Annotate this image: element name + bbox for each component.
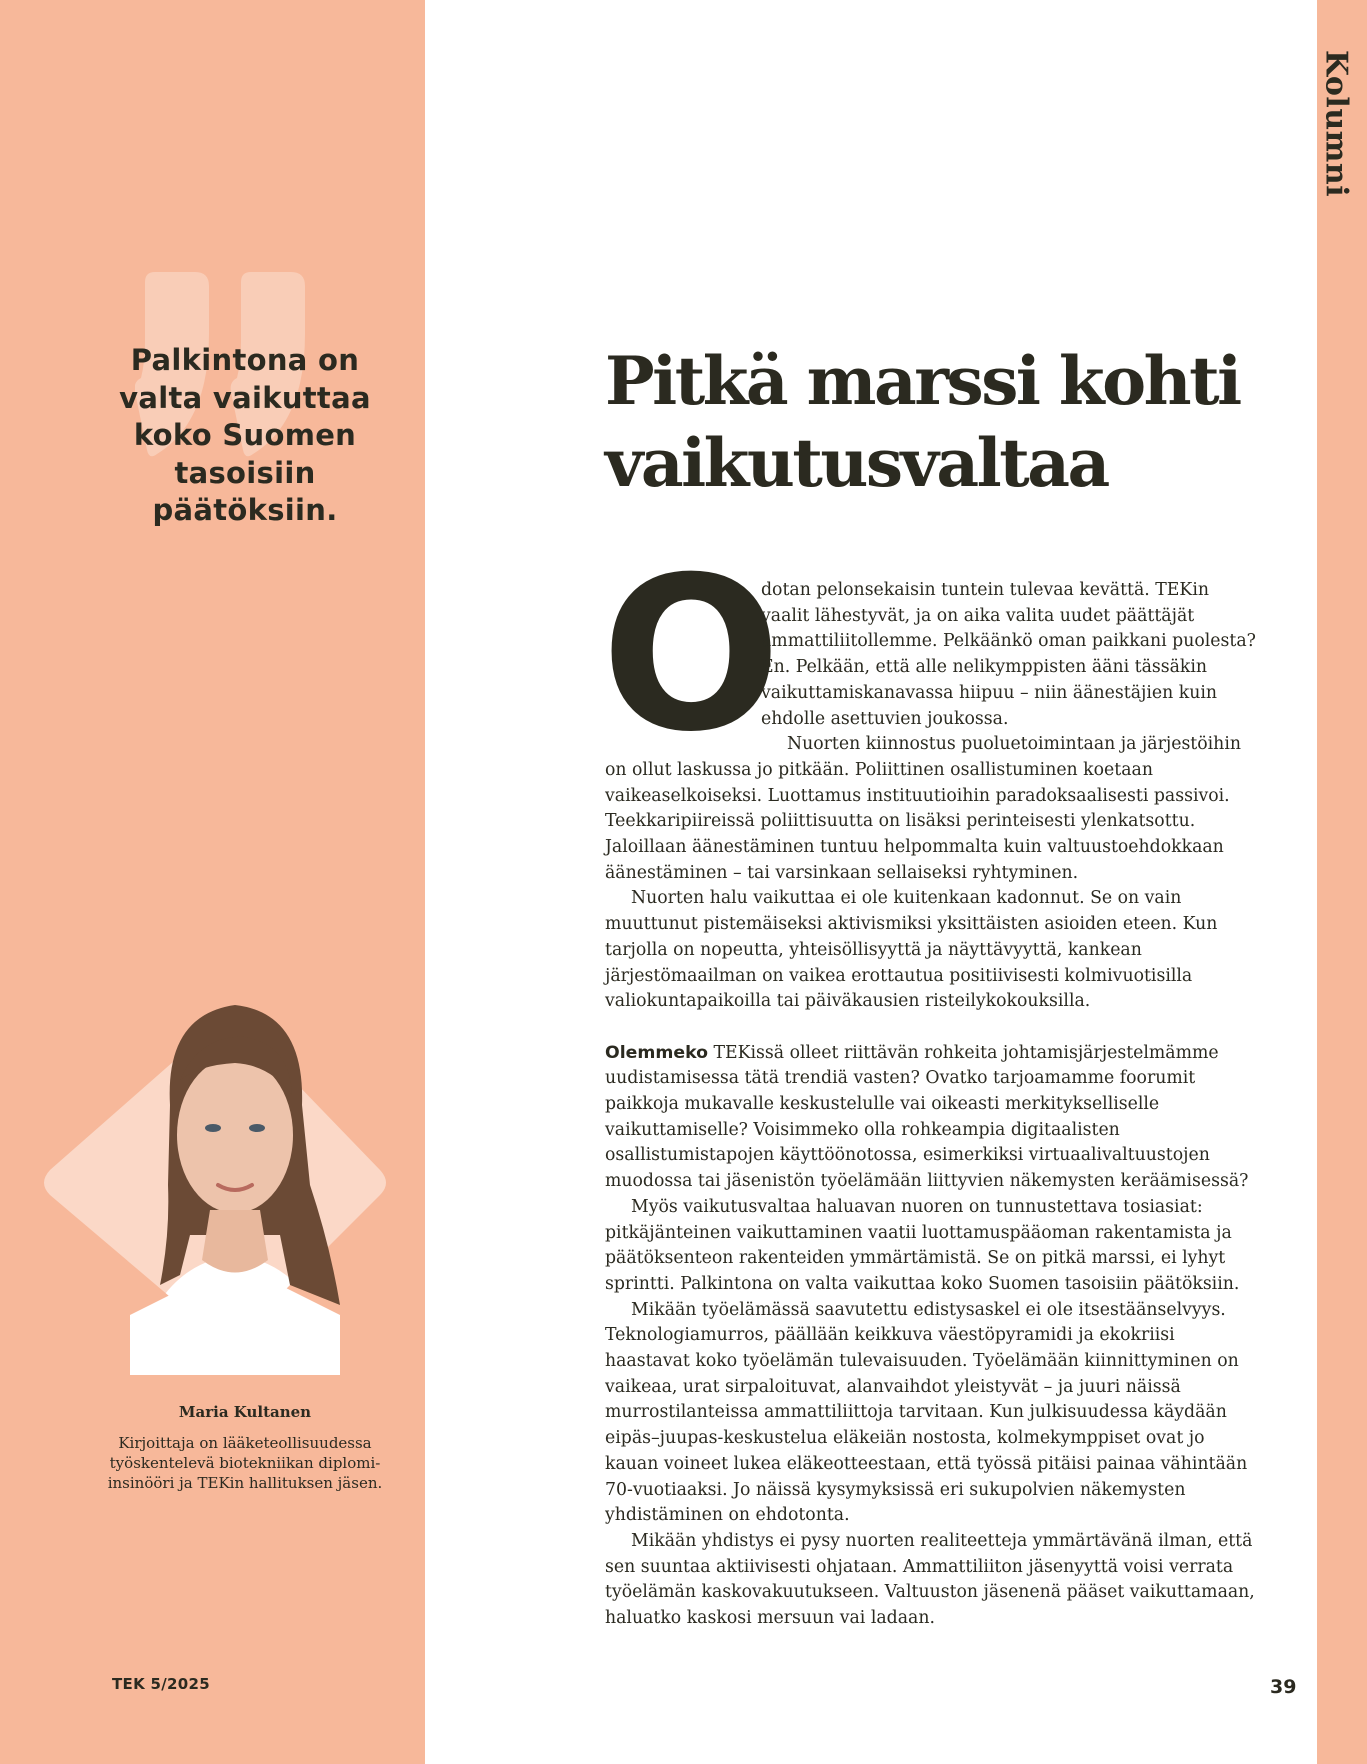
author-portrait (40, 985, 390, 1375)
body-paragraph: Nuorten halu vaikuttaa ei ole kuitenkaan kadonnut. Se on vain muuttunut pistemäiseksi aktivismiksi yksittäisten asioiden eteen. Kun tarjolla on nopeutta, yhteisöllisyyttä ja näyttävyyttä, kankean järjestömaailman on vaikea erottautua positiivisesti kolmivuotisilla valiokuntapaikoilla tai päiväkausien risteilykokouksilla. (605, 888, 1218, 1012)
body-paragraph: Mikään työelämässä saavutettu edistysaskel ei ole itsestäänselvyys. Teknologiamurros, päällään keikkuva väestöpyramidi ja ekokriisi haastavat koko työelämän tulevaisuuden. Työelämään kiinnittyminen on vaikeaa, urat sirpaloituvat, alanvaihdot yleistyvät – ja juuri näissä murrostilanteissa ammattiliittoja tarvitaan. Kun julkisuudessa käydään eipäs–juupas-keskustelua eläkeiän nostosta, kolmekymppiset ovat jo kauan voineet lukea eläkeotteestaan, että työssä pitäisi painaa vähintään 70-vuotiaaksi. Jo näissä kysymyksissä eri sukupolvien näkemysten yhdistäminen on ehdotonta. (605, 1299, 1248, 1526)
publication-issue: TEK 5/2025 (112, 1675, 210, 1693)
drop-cap: O (601, 531, 782, 778)
pull-quote: Palkintona on valta vaikuttaa koko Suomen tasoisiin päätöksiin. (119, 343, 371, 527)
paragraph-text: dotan pelonsekaisin tuntein tulevaa kevättä. TEKin vaalit lähestyvät, ja on aika valita uudet päättäjät ammattiliitollemme. Pelkäänkö oman paikkani puolesta? En. Pelkään, että alle nelikymppisten ääni tässäkin vaikuttamiskanavassa hiipuu – niin äänestäjien kuin ehdolle asettuvien joukossa. (761, 580, 1256, 729)
article-headline: Pitkä marssi kohti vaikutusvaltaa (605, 342, 1240, 502)
left-accent-column (0, 0, 425, 1764)
paragraph-text: TEKissä olleet riittävän rohkeita johtamisjärjestelmämme uudistamisessa tätä trendiä vasten? Ovatko tarjoamamme foorumit paikkoja mukavalle keskustelulle vai oikeasti merkitykselliselle vaikuttamiselle? Voisimmeko olla rohkeampia digitaalisten osallistumistapojen käyttöönotossa, esimerkiksi virtuaalivaltuustojen muodossa tai jäsenistön työelämään liittyvien näkemysten keräämisessä? (605, 1042, 1249, 1192)
section-lead-in: Olemmeko (605, 1042, 708, 1063)
author-name: Maria Kultanen (178, 1403, 312, 1421)
body-paragraph: Myös vaikutusvaltaa haluavan nuoren on tunnustettava tosiasiat: pitkäjänteinen vaikuttaminen vaatii luottamuspääoman rakentamista ja päätöksenteon rakenteiden ymmärtämistä. Se on pitkä marssi, ei lyhyt sprintti. Palkintona on valta vaikuttaa koko Suomen tasoisiin päätöksiin. (605, 1196, 1240, 1294)
section-label: Kolumni (1318, 50, 1354, 198)
page-number: 39 (1270, 1676, 1297, 1698)
body-paragraph: Nuorten kiinnostus puoluetoimintaan ja järjestöihin on ollut laskussa jo pitkään. Poliittinen osallistuminen koetaan vaikeaselkoiseksi. Luottamus instituutioihin paradoksaalisesti passivoi. Teekkaripiireissä poliittisuutta on lisäksi perinteisesti ylenkatsottu. Jaloillaan äänestäminen tuntuu helpommalta kuin valtuustoehdokkaan äänestäminen – tai varsinkaan sellaiseksi ryhtyminen. (605, 734, 1241, 883)
right-accent-strip (1317, 0, 1367, 1764)
body-paragraph (605, 1041, 1259, 1195)
author-bio: Kirjoittaja on lääketeollisuudessa työskentelevä biotekniikan diplomi-insinööri ja TEKin hallituksen jäsen. (107, 1434, 383, 1492)
body-paragraph: Mikään yhdistys ei pysy nuorten realiteetteja ymmärtävänä ilman, että sen suuntaa aktiivisesti ohjataan. Ammattiliiton jäsenyyttä voisi verrata työelämän kaskovakuutukseen. Valtuuston jäsenenä pääset vaikuttamaan, haluatko kaskosi mersuun vai ladaan. (605, 1531, 1255, 1629)
article-body (601, 531, 1259, 1632)
body-paragraph (601, 531, 1259, 778)
